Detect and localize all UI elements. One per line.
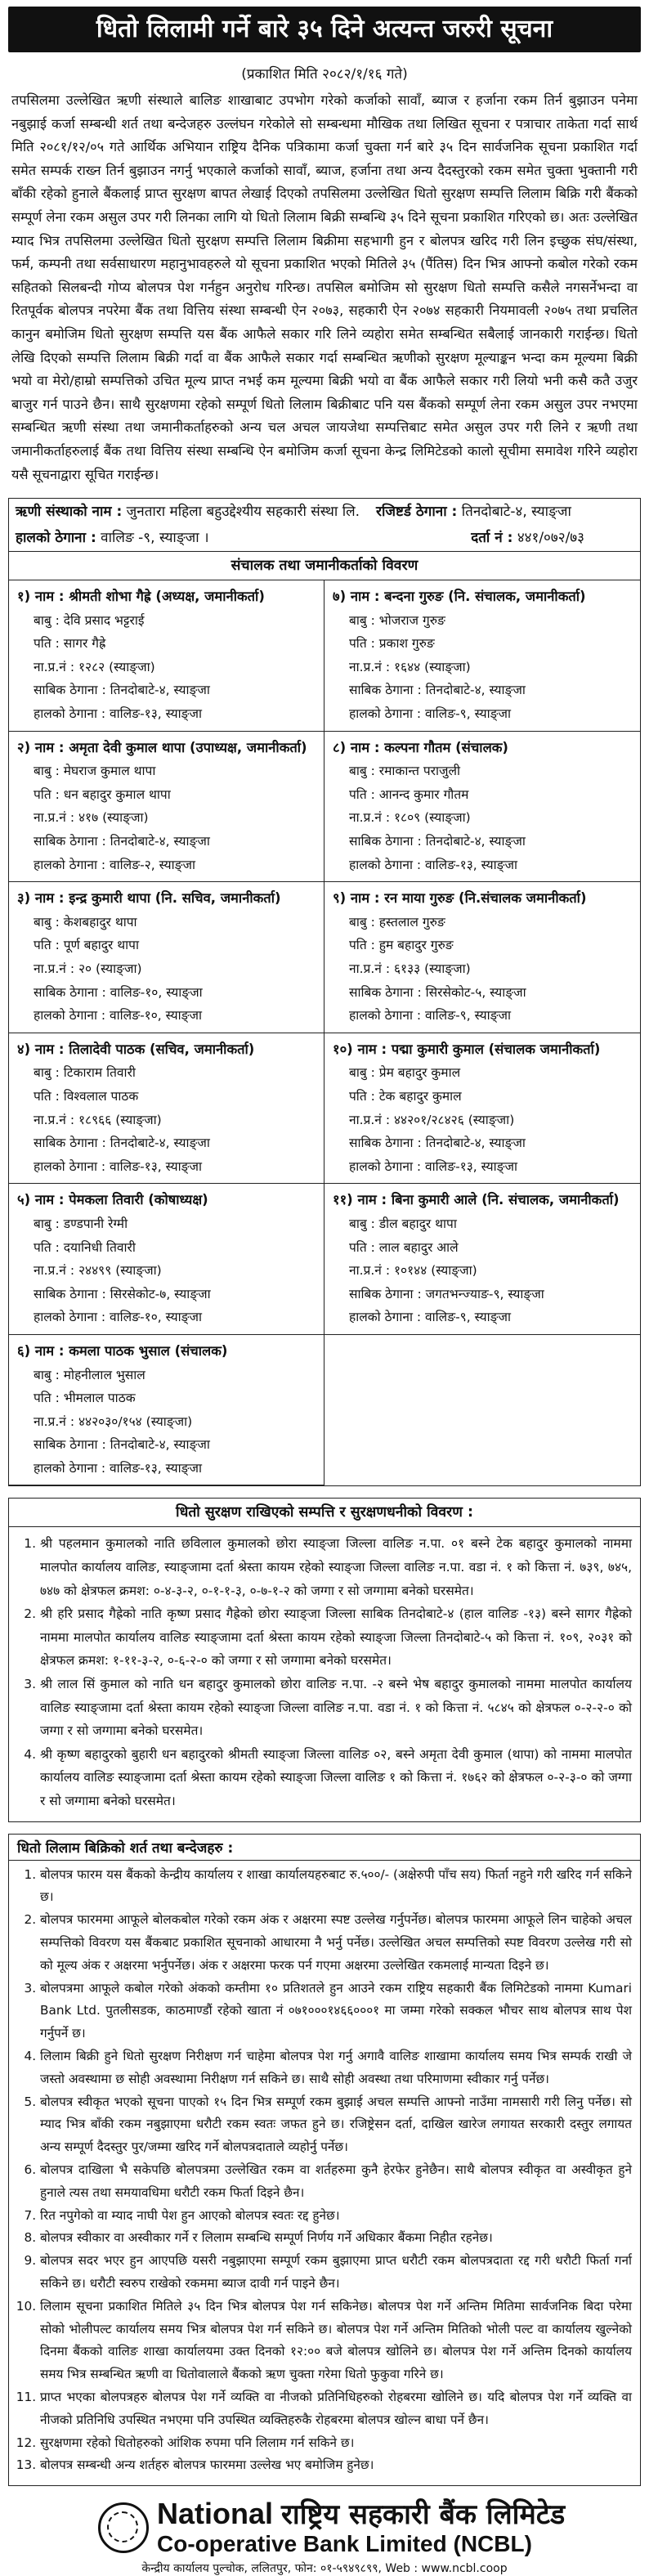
guarantor-detail: ना.प्र.नं : ६१३३ (स्याङ्जा) [349,961,471,976]
guarantor-detail: ना.प्र.नं : १८९६६ (स्याङ्जा) [34,1112,162,1127]
guarantor-detail: हालको ठेगाना : वालिङ-९, स्याङ्जा [349,706,511,722]
term-item: 10. लिलाम सूचना प्रकाशित मितिले ३५ दिन भित्र बोलपत्र पेश गर्न सकिनेछ। बोलपत्र पेश गर्ने अन्तिम मितिमा सार्वजनिक बिदा परेमा सोको भोलीपल्ट कार्यालय समय भित्र बोलपत्र पेश गर्न सकिने छ। बोलपत्र पेश गर्ने अन्तिम मितिको भोली पल्ट वा कार्यालय खुल्नेको दिनमा बैंकको वालिङ शाखा कार्यालयमा उक्त दिनको १२:०० बजे बोलपत्र खोलिने छ। बोलपत्र पेश गर्ने अन्तिम दिनको कार्यालय समय भित्र सम्बन्धित ऋणी वा धितोवालाले बैंकको ऋण चुक्ता गरेमा धितो फुकुवा गरिने छ। [40,2296,632,2386]
guarantor-card [324,580,640,732]
guarantor-detail: बाबु : प्रेम बहादुर कुमाल [349,1065,461,1081]
term-item: 3. बोलपत्रमा आफूले कबोल गरेको अंकको कम्तीमा १० प्रतिशतले हुन आउने रकम राष्ट्रिय सहकारी बैंक लिमिटेडको नाममा Kumari Bank Ltd. पुतलीसडक, काठमाण्डौं रहेको खाता नं ०७१०००१४६६०००१ मा जम्मा गरेको सक्कल भौचर साथ बोलपत्र साथ पेश गर्नुपर्ने छ। [40,1978,632,2045]
guarantor-name: ७) नाम : बन्दना गुरुङ (नि. संचालक, जमानीकर्ता) [333,589,586,605]
guarantor-name: १०) नाम : पद्मा कुमारी कुमाल (संचालक जमानीकर्ता) [333,1041,601,1057]
guarantor-name: ३) नाम : इन्द्र कुमारी थापा (नि. सचिव, जमानीकर्ता) [17,890,281,907]
guarantor-detail: साबिक ठेगाना : तिनदोबाटे-४, स्याङ्जा [349,683,526,698]
properties-list [9,1527,640,1821]
bank-name-np: राष्ट्रिय सहकारी बैंक लिमिटेड [281,2498,566,2532]
guarantor-detail: पति : सागर गैह्रे [34,636,106,652]
guarantor-detail: ना.प्र.नं : ४४२०१/२८४२६ (स्याङ्जा) [349,1112,515,1127]
guarantor-detail: साबिक ठेगाना : तिनदोबाटे-४, स्याङ्जा [34,1437,210,1453]
guarantor-detail: हालको ठेगाना : वालिङ-१३, स्याङ्जा [34,706,203,722]
guarantor-detail: पति : प्रकाश गुरुङ [349,636,435,652]
guarantor-detail: साबिक ठेगाना : तिनदोबाटे-४, स्याङ्जा [349,1136,526,1151]
guarantor-detail: हालको ठेगाना : वालिङ-१३, स्याङ्जा [34,1460,203,1476]
guarantor-name: २) नाम : अमृता देवी कुमाल थापा (उपाध्यक्ष, जमानीकर्ता) [17,739,307,755]
guarantors-heading: संचालक तथा जमानीकर्ताको विवरण [9,551,640,580]
term-item: 12. सुरक्षणमा रहेको धितोहरुको आंशिक रुपमा पनि लिलाम गर्न सकिने छ। [40,2432,632,2455]
term-item: 13. बोलपत्र सम्बन्धी अन्य शर्तहरु बोलपत्र फारममा उल्लेख भए बमोजिम हुनेछ। [40,2454,632,2477]
term-item: 8. बोलपत्र स्वीकार वा अस्वीकार गर्ने र लिलाम सम्बन्धि सम्पूर्ण निर्णय गर्ने अधिकार बैंकमा निहीत रहनेछ। [40,2227,632,2250]
guarantor-name: ६) नाम : कमला पाठक भुसाल (संचालक) [17,1342,228,1359]
term-item: 6. बोलपत्र दाखिला भै सकेपछि बोलपत्रमा उल्लेखित रकम वा शर्तहरुमा कुनै हेरफेर हुनेछैन। साथै बोलपत्र स्वीकृत वा अस्वीकृत हुने हुनाले त्यस तथा समयावधिमा धरौटी रकम फिर्ता दिइने छैन। [40,2159,632,2205]
guarantor-detail: पति : भीमलाल पाठक [34,1391,136,1406]
borrower-name: जुनतारा महिला बहुउद्देश्यीय सहकारी संस्था लि. [126,504,360,521]
guarantor-detail: पति : लाल बहादुर आले [349,1239,459,1255]
guarantor-detail: ना.प्र.नं : ४१७ (स्याङ्जा) [34,810,149,826]
guarantor-detail: बाबु : भोजराज गुरुङ [349,612,445,628]
guarantor-detail: साबिक ठेगाना : तिनदोबाटे-४, स्याङ्जा [34,1136,210,1151]
notice-title: धितो लिलामी गर्ने बारे ३५ दिने अत्यन्त जरुरी सूचना [8,7,641,52]
intro-paragraph: तपसिलमा उल्लेखित ऋणी संस्थाले बालिङ शाखाबाट उपभोग गरेको कर्जाको सावाँ, ब्याज र हर्जाना रकम तिर्न बुझाउन पनेमा नबुझाई कर्जा सम्बन्धी शर्त तथा बन्देजहरु उल्लंघन गरेकोले सो सम्बन्धमा मौखिक तथा लिखित सूचना र पत्राचार ताकेता गर्दा सार्थ मिति २०८१/१२/०५ गते आर्थिक अभियान राष्ट्रिय दैनिक पत्रिकामा कर्जा चुक्ता गर्न बारे ३५ दिन सार्वजनिक सूचना प्रकाशित गर्दा समेत सम्पर्क राख्न तिर्न बुझाउन नगर्नु भएकाले कर्जाको सावाँ, ब्याज, हर्जाना तथा अन्य दैदस्तुरको रकम समेत चुक्ता भुक्तानी गरी बाँकी रहेको हुनाले बैंकलाई प्राप्त सुरक्षण बापत लेखाई दिएको तपसिलमा उल्लेखित धितो सुरक्षण सम्पत्ति लिलाम बिक्रि गरी बैंकको सम्पूर्ण लेना रकम असुल उपर गरी लिनका लागि यो धितो लिलाम बिक्री सम्बन्धि ३५ दिने सूचना प्रकाशित गरिएको छ। अतः उल्लेखित म्याद भित्र तपसिलमा उल्लेखित धितो सुरक्षण सम्पत्ति लिलाम बिक्रीमा सहभागी हुन र बोलपत्र खरिद गरी लिन इच्छुक संघ/संस्था, फर्म, कम्पनी तथा सर्वसाधारण महानुभावहरुले यो सूचना प्रकाशित भएको मितिले ३५ (पैंतिस) दिन भित्र आफ्नो कबोल गरेको रकम सहितको सिलबन्दी गोप्य बोलपत्र पेश गर्नहुन अनुरोध गरिन्छ। तपसिल बमोजिम सो सुरक्षण धितो सम्पत्ति कसैले नगसर्नेभन्दा वा रितपूर्वक बोलपत्र नपरेमा बैंक तथा वित्तिय संस्था सम्बन्धी ऐन २०७३, सहकारी ऐन २०७४ सहकारी नियमावली २०७५ तथा प्रचलित कानुन बमोजिम धितो सुरक्षण सम्पत्ति यस बैंक आफैले सकार गरि लिने व्यहोरा समेत सम्बन्धित सबैलाई जानकारी गराईन्छ। धितो लेखि दिएको सम्पत्ति लिलाम बिक्री गर्दा वा बैंक आफैले सकार गर्दा सम्बन्धित ऋणीको सुरक्षण मूल्याङ्कन भन्दा कम मूल्यमा बिक्री भयो वा मेरो/हाम्रो सम्पत्तिको उचित मूल्य प्राप्त नभई कम मूल्यमा बिक्री भयो वा बैंक आफैले सकार गरी लियो भनी कसै कतै उजुर बाजुर गर्न पाउने छैन। साथै सुरक्षणमा रहेको सम्पूर्ण धितो लिलाम बिक्रीबाट पनि यस बैंकको सम्पूर्ण लेना रकम असुल उपर नभएमा सम्बन्धित ऋणी संस्था तथा जमानीकर्ताहरुको अन्य चल अचल जायजेथा सम्पत्तिबाट समेत असुल उपर गरी लिने र ऋणी तथा जमानीकर्ताहरुलाई बैंक तथा वित्तिय संस्था सम्बन्धि ऐन बमोजिम कर्जा सूचना केन्द्र लिमिटेडको कालो सूचीमा समावेश गरिने व्यहोरा यसै सूचनाद्वारा सूचित गराईन्छ। [11,92,638,482]
borrower-box [8,498,641,1486]
guarantor-name: ४) नाम : तिलादेवी पाठक (सचिव, जमानीकर्ता) [17,1041,255,1057]
guarantor-detail: पति : हुम बहादुर गुरुङ [349,938,454,953]
guarantor-detail: पति : आनन्द कुमार गौतम [349,786,469,802]
guarantor-detail: साबिक ठेगाना : सिरसेकोट-७, स्याङ्जा [34,1286,211,1301]
guarantor-detail: ना.प्र.नं : २० (स्याङ्जा) [34,961,142,976]
guarantor-detail: हालको ठेगाना : वालिङ-९, स्याङ्जा [349,1310,511,1325]
guarantor-card [9,1184,324,1335]
property-item: 2. श्री हरि प्रसाद गैह्रेको नाति कृष्ण प्रसाद गैह्रेको छोरा स्याङ्जा जिल्ला साबिक तिनदोबाटे-४ (हाल वालिङ -१३) बस्ने सागर गैह्रेको नाममा मालपोत कार्यालय वालिङ स्याङ्जामा दर्ता श्रेस्ता कायम रहेको स्याङ्जा जिल्ला तिनदोबाटे-५ को कित्ता नं. १०९, २०३१ को क्षेत्रफल क्रमश: १-११-३-२, ०-६-२-० को जग्गा र सो जग्गामा बनेको घरसमेत। [40,1602,632,1673]
current-address: वालिङ -९, स्याङ्जा । [101,530,209,547]
guarantor-detail: बाबु : डण्डपानी रेग्मी [34,1216,128,1231]
guarantor-detail: हालको ठेगाना : वालिङ-१३, स्याङ्जा [34,1158,203,1174]
borrower-row-2 [9,525,640,551]
properties-heading: धितो सुरक्षण राखिएको सम्पत्ति र सुरक्षणधनीको विवरण : [9,1499,640,1527]
guarantor-card [324,1033,640,1185]
term-item: 1. बोलपत्र फारम यस बैंकको केन्द्रीय कार्यालय र शाखा कार्यालयहरुबाट रु.५००/- (अक्षेरुपी पाँच सय) फिर्ता नहुने गरी खरिद गर्न सकिने छ। [40,1864,632,1910]
guarantor-detail: पति : दयानिधी तिवारी [34,1239,136,1255]
properties-box [8,1498,641,1821]
guarantor-card [9,882,324,1033]
property-item: 3. श्री लाल सिं कुमाल को नाति धन बहादुर कुमालको छोरा वालिङ न.पा. -२ बस्ने भेष बहादुर कुमालको नाममा मालपोत कार्यालय वालिङ स्याङ्जामा दर्ता श्रेस्ता कायम रहेको स्याङ्जा जिल्ला वालिङ न.पा. वडा नं. १ को कित्ता नं. ५८४५ को क्षेत्रफल ०-२-२-० को जग्गा र सो जग्गामा बनेको घरसमेत। [40,1673,632,1743]
guarantor-detail: बाबु : डील बहादुर थापा [349,1216,457,1231]
guarantor-detail: बाबु : हस्तलाल गुरुङ [349,914,445,930]
guarantor-detail: पति : विश्वलाल पाठक [34,1088,139,1104]
guarantor-detail: बाबु : देवि प्रसाद भट्टराई [34,612,145,628]
term-item: 7. रित नपुगेको वा म्याद नाघी पेश हुन आएको बोलपत्र स्वतः रद्द हुनेछ। [40,2205,632,2228]
guarantor-detail: साबिक ठेगाना : सिरसेकोट-५, स्याङ्जा [349,984,526,1000]
borrower-row-1 [9,499,640,525]
property-item: 4. श्री कृष्ण बहादुरको बुहारी धन बहादुरको श्रीमती स्याङ्जा जिल्ला वालिङ ०२, बस्ने अमृता देवी कुमाल (थापा) को नाममा मालपोत कार्यालय वालिङ स्याङ्जामा दर्ता श्रेस्ता कायम रहेको स्याङ्जा जिल्ला वालिङ १ को कित्ता नं. १७६२ को क्षेत्रफल ०-२-३-० को जग्गा र सो जग्गामा बनेको घरसमेत। [40,1743,632,1813]
guarantor-card [324,732,640,883]
guarantor-detail: बाबु : मोहनीलाल भुसाल [34,1367,145,1382]
guarantor-detail: साबिक ठेगाना : जगतभन्ज्याङ-९, स्याङ्जा [349,1286,544,1301]
bank-footer [8,2498,641,2557]
current-address-label: हालको ठेगाना : [16,530,96,547]
term-item: 11. प्राप्त भएका बोलपत्रहरु बोलपत्र पेश गर्ने व्यक्ति वा नीजको प्रतिनिधिहरुको रोहबरमा खोलिने छ। यदि बोलपत्र पेश गर्ने व्यक्ति वा नीजको प्रतिनिधि उपस्थित नभएमा पनि उपस्थित व्यक्तिहरुकै रोहबरमा बोलपत्र खोल्न बाधा पर्ने छैन। [40,2386,632,2432]
reg-address-label: रजिष्टर्ड ठेगाना : [376,504,458,521]
bank-name [157,2498,565,2557]
guarantor-detail: पति : टेक बहादुर कुमाल [349,1088,462,1104]
term-item: 9. बोलपत्र सदर भएर हुन आएपछि यसरी नबुझाएमा सम्पूर्ण रकम बुझाएमा प्राप्त धरौटी रकम बोलपत्रदाता रद्द गरी धरौटी फिर्ता गर्ना सकिने छ। धरौटी स्वरुप राखेको रकममा ब्याज दावी गर्न पाइने छैन। [40,2250,632,2296]
borrower-name-label: ऋणी संस्थाको नाम : [16,504,123,521]
guarantor-detail: ना.प्र.नं : १६४४ (स्याङ्जा) [349,659,471,674]
guarantor-detail: बाबु : रमाकान्त पराजुली [349,764,461,779]
guarantor-detail: हालको ठेगाना : वालिङ-९, स्याङ्जा [349,1008,511,1024]
terms-heading: धितो लिलाम बिक्रिको शर्त तथा बन्देजहरु : [9,1835,640,1861]
reg-no-label: दर्ता नं : [471,530,513,547]
term-item: 4. लिलाम बिक्री हुने धितो सुरक्षण निरीक्षण गर्न चाहेमा बोलपत्र पेश गर्नु अगावै वालिङ शाखामा कार्यालय समय भित्र सम्पर्क राखी जे जस्तो अवस्थामा छ सोही अवस्थामा निरीक्षण गर्न सकिने छ। साथै सोही अवस्था तथा परिमाणमा स्वीकार गर्नु पर्नेछ। [40,2045,632,2091]
guarantor-detail: ना.प्र.नं : १२८२ (स्याङ्जा) [34,659,155,674]
term-item: 2. बोलपत्र फारममा आफूले बोलकबोल गरेको रकम अंक र अक्षरमा स्पष्ट उल्लेख गर्नुपर्नेछ। बोलपत्र फारममा आफूले लिन चाहेको अचल सम्पत्तिको विवरण यस बैंकबाट प्रकाशित सूचनाको आधारमा नै भर्नु पर्नेछ। उल्लेखित अचल सम्पत्तिको स्पष्ट विवरण उल्लेख गरी सो को मूल्य अंक र अक्षरमा भर्नुपर्नेछ। अंक र अक्षरमा फरक पर्न गएमा अक्षरमा उल्लेखित रकमलाई मान्यता दिइने छ। [40,1909,632,1977]
guarantor-detail: ना.प्र.नं : १०१४४ (स्याङ्जा) [349,1263,477,1279]
guarantor-card [324,1184,640,1335]
term-item: 5. बोलपत्र स्वीकृत भएको सूचना पाएको १५ दिन भित्र सम्पूर्ण रकम बुझाई अचल सम्पत्ति आफ्नो नाउँमा नामसारी गरी लिनु पर्नेछ। सो म्याद भित्र बाँकी रकम नबुझाएमा धरौटी रकम स्वतः जफत हुने छ। रजिष्ट्रेसन दर्ता, दाखिल खारेज लगायत सरकारी दस्तुर लगायत अन्य सम्पूर्ण दैदस्तुर पुर/जम्मा खरिद गर्ने बोलपत्रदाताले व्यहोर्नु पर्नेछ। [40,2091,632,2159]
guarantor-detail: साबिक ठेगाना : तिनदोबाटे-४, स्याङ्जा [34,683,210,698]
guarantor-detail: साबिक ठेगाना : वालिङ-१०, स्याङ्जा [34,984,203,1000]
bank-name-en-1: National [157,2497,274,2531]
guarantor-detail: हालको ठेगाना : वालिङ-१०, स्याङ्जा [34,1310,203,1325]
bank-address: केन्द्रीय कार्यालय पुल्चोक, ललितपुर, फोन: ०१-५९४९८९९, Web : www.ncbl.coop [141,2562,508,2576]
guarantor-card [9,580,324,732]
guarantor-detail: हालको ठेगाना : वालिङ-१०, स्याङ्जा [34,1008,203,1024]
reg-address: तिनदोबाटे-४, स्याङ्जा [461,504,571,521]
terms-box [8,1834,641,2487]
guarantor-name: ५) नाम : पेमकला तिवारी (कोषाध्यक्ष) [17,1192,208,1208]
guarantor-name: १) नाम : श्रीमती शोभा गैह्रे (अध्यक्ष, जमानीकर्ता) [17,589,265,605]
guarantor-detail: हालको ठेगाना : वालिङ-२, स्याङ्जा [34,857,195,872]
guarantor-detail: साबिक ठेगाना : तिनदोबाटे-४, स्याङ्जा [34,834,210,849]
guarantor-detail: साबिक ठेगाना : तिनदोबाटे-४, स्याङ्जा [349,834,526,849]
guarantor-card [9,1335,324,1486]
guarantor-detail: ना.प्र.नं : १८०९ (स्याङ्जा) [349,810,471,826]
guarantor-card [9,1033,324,1185]
guarantor-name: ११) नाम : बिना कुमारी आले (नि. संचालक, जमानीकर्ता) [333,1192,620,1208]
guarantor-detail: हालको ठेगाना : वालिङ-१३, स्याङ्जा [349,857,518,872]
guarantor-detail: हालको ठेगाना : वालिङ-१३, स्याङ्जा [349,1158,518,1174]
guarantor-detail: बाबु : टिकाराम तिवारी [34,1065,136,1081]
guarantor-detail: पति : पूर्ण बहादुर थापा [34,938,139,953]
property-item: 1. श्री पहलमान कुमालको नाति छविलाल कुमालको छोरा स्याङ्जा जिल्ला वालिङ न.पा. ०१ बस्ने टेक बहादुर कुमालको नाममा मालपोत कार्यालय वालिङ, स्याङ्जामा दर्ता श्रेस्ता कायम रहेको स्याङ्जा जिल्ला वालिङ न.पा. वडा नं. १ को कित्ता नं. ७३९, ७४५, ७४७ को क्षेत्रफल क्रमश: ०-४-३-२, ०-१-१-३, ०-७-१-२ को जग्गा र सो जग्गामा बनेको घरसमेत। [40,1532,632,1602]
guarantor-detail: बाबु : केशबहादुर थापा [34,914,137,930]
guarantor-card [9,732,324,883]
guarantor-name: ९) नाम : रन माया गुरुङ (नि.संचालक जमानीकर्ता) [333,890,587,907]
guarantor-detail: ना.प्र.नं : २४४९९ (स्याङ्जा) [34,1263,162,1279]
guarantor-detail: पति : धन बहादुर कुमाल थापा [34,786,171,802]
guarantor-detail: बाबु : मेघराज कुमाल थापा [34,764,156,779]
published-date: (प्रकाशित मिति २०८२/१/१६ गते) [241,66,408,83]
guarantor-name: ८) नाम : कल्पना गौतम (संचालक) [333,739,508,755]
guarantors-grid [9,580,640,1485]
reg-no: ४४१/०७२/७३ [517,530,584,547]
guarantor-card [324,882,640,1033]
guarantor-detail: ना.प्र.नं : ४४२०३०/१५४ (स्याङ्जा) [34,1413,193,1429]
terms-list [9,1861,640,2486]
bank-name-en-2: Co-operative Bank Limited (NCBL) [157,2531,532,2557]
bank-logo-icon [98,2502,149,2553]
